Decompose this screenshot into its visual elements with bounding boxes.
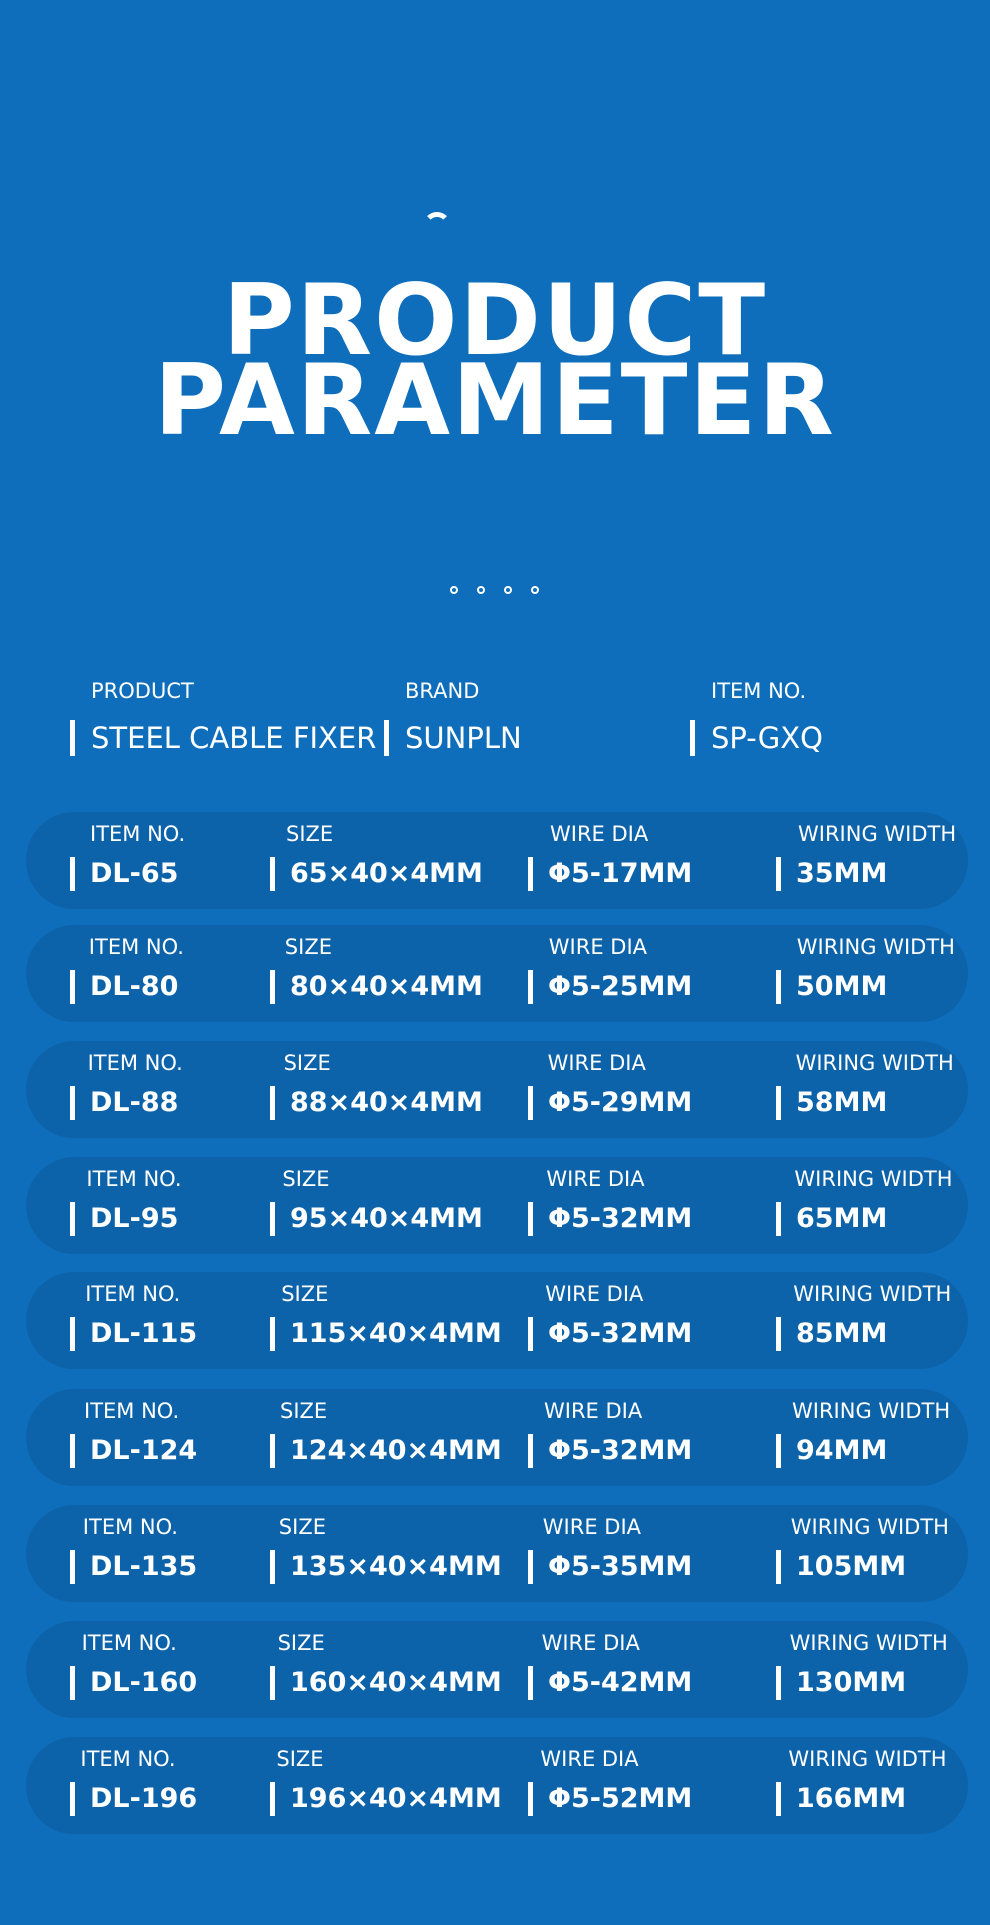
wire-dia-label-text: WIRE DIA [546, 1167, 645, 1191]
size-value: 135×40×4MM [270, 1550, 502, 1584]
wiring-width-label [798, 820, 956, 848]
size-label [281, 1280, 328, 1308]
size-value: 124×40×4MM [270, 1434, 502, 1468]
dots-decoration [450, 586, 539, 594]
size-label [285, 933, 332, 961]
size-label-text: SIZE [277, 1631, 325, 1655]
size-label-text: SIZE [282, 1167, 330, 1191]
item-no-value: DL-135 [70, 1550, 197, 1584]
size-label [286, 820, 333, 848]
size-label-text: SIZE [276, 1747, 324, 1771]
wiring-width-label-text: WIRING WIDTH [788, 1747, 947, 1771]
wire-dia-label-text: WIRE DIA [550, 822, 649, 846]
wiring-width-label-text: WIRING WIDTH [790, 1515, 949, 1539]
wire-dia-label [546, 1165, 644, 1193]
size-label [276, 1745, 323, 1773]
wire-dia-value: Φ5-35MM [528, 1550, 692, 1584]
size-value: 95×40×4MM [270, 1202, 483, 1236]
wire-dia-value: Φ5-32MM [528, 1317, 692, 1351]
table-row [26, 1621, 968, 1718]
item-no-value: DL-196 [70, 1782, 197, 1816]
info-value: STEEL CABLE FIXER [70, 720, 376, 756]
wiring-width-label-text: WIRING WIDTH [789, 1631, 948, 1655]
size-value: 88×40×4MM [270, 1086, 483, 1120]
item-no-label [90, 820, 185, 848]
item-no-value: DL-65 [70, 857, 178, 891]
dot-icon [477, 586, 485, 594]
wire-dia-value: Φ5-52MM [528, 1782, 692, 1816]
wiring-width-label [793, 1280, 951, 1308]
dot-icon [504, 586, 512, 594]
wire-dia-label [543, 1513, 641, 1541]
item-no-label-text: ITEM NO. [87, 1051, 183, 1075]
wire-dia-label [549, 933, 647, 961]
wiring-width-value: 58MM [776, 1086, 887, 1120]
size-label-text: SIZE [278, 1515, 326, 1539]
wire-dia-label [540, 1745, 638, 1773]
table-row [26, 925, 968, 1022]
wiring-width-value: 85MM [776, 1317, 887, 1351]
wiring-width-label-text: WIRING WIDTH [792, 1399, 951, 1423]
wiring-width-label [788, 1745, 946, 1773]
table-row [26, 1505, 968, 1602]
item-no-label [88, 1049, 183, 1077]
wire-dia-label [550, 820, 648, 848]
item-no-label [86, 1165, 181, 1193]
wiring-width-label [794, 1165, 952, 1193]
item-no-label-text: ITEM NO. [80, 1747, 176, 1771]
size-label-text: SIZE [284, 935, 332, 959]
size-label [284, 1049, 331, 1077]
item-no-label [82, 1629, 177, 1657]
table-row [26, 812, 968, 909]
wire-dia-label-text: WIRE DIA [545, 1282, 644, 1306]
size-label-text: SIZE [281, 1282, 329, 1306]
wire-dia-label [548, 1049, 646, 1077]
item-no-label [80, 1745, 175, 1773]
item-no-value: DL-80 [70, 970, 178, 1004]
item-no-label [83, 1513, 178, 1541]
wire-dia-label-text: WIRE DIA [544, 1399, 643, 1423]
wire-dia-value: Φ5-17MM [528, 857, 692, 891]
size-label [282, 1165, 329, 1193]
table-row [26, 1041, 968, 1138]
item-no-label [84, 1397, 179, 1425]
table-row [26, 1157, 968, 1254]
size-label-text: SIZE [280, 1399, 328, 1423]
info-label: BRAND [405, 679, 480, 703]
size-value: 160×40×4MM [270, 1666, 502, 1700]
wire-dia-label-text: WIRE DIA [542, 1515, 642, 1539]
arc-decoration-icon [423, 212, 451, 240]
info-brand [384, 676, 522, 756]
wiring-width-value: 105MM [776, 1550, 906, 1584]
size-label [278, 1629, 325, 1657]
wire-dia-value: Φ5-42MM [528, 1666, 692, 1700]
item-no-label-text: ITEM NO. [90, 822, 186, 846]
info-value: SUNPLN [384, 720, 522, 756]
wiring-width-label-text: WIRING WIDTH [798, 822, 957, 846]
wiring-width-label-text: WIRING WIDTH [795, 1051, 954, 1075]
wire-dia-value: Φ5-29MM [528, 1086, 692, 1120]
item-no-value: DL-95 [70, 1202, 178, 1236]
wire-dia-label [545, 1280, 643, 1308]
dot-icon [531, 586, 539, 594]
wire-dia-label [544, 1397, 642, 1425]
dot-icon [450, 586, 458, 594]
wiring-width-label-text: WIRING WIDTH [794, 1167, 953, 1191]
item-no-label-text: ITEM NO. [82, 1515, 178, 1539]
table-row [26, 1737, 968, 1834]
wire-dia-label-text: WIRE DIA [547, 1051, 646, 1075]
item-no-label-text: ITEM NO. [84, 1399, 180, 1423]
item-no-label [85, 1280, 180, 1308]
size-value: 115×40×4MM [270, 1317, 502, 1351]
size-value: 65×40×4MM [270, 857, 483, 891]
item-no-value: DL-88 [70, 1086, 178, 1120]
wire-dia-value: Φ5-32MM [528, 1202, 692, 1236]
wire-dia-label-text: WIRE DIA [540, 1747, 639, 1771]
item-no-value: DL-160 [70, 1666, 197, 1700]
wire-dia-value: Φ5-25MM [528, 970, 692, 1004]
info-product [70, 676, 376, 756]
wiring-width-label [792, 1397, 950, 1425]
info-label: PRODUCT [91, 679, 194, 703]
wire-dia-label [542, 1629, 640, 1657]
wiring-width-label [796, 1049, 954, 1077]
wiring-width-value: 35MM [776, 857, 887, 891]
wiring-width-label [790, 1629, 948, 1657]
page-title-line1: PRODUCT [222, 264, 768, 378]
size-value: 80×40×4MM [270, 970, 483, 1004]
page-title-line2: PARAMETER [154, 344, 836, 458]
item-no-label-text: ITEM NO. [88, 935, 184, 959]
wiring-width-label-text: WIRING WIDTH [796, 935, 955, 959]
info-value: SP-GXQ [690, 720, 823, 756]
wiring-width-label [791, 1513, 949, 1541]
info-label: ITEM NO. [711, 679, 807, 703]
wire-dia-label-text: WIRE DIA [541, 1631, 640, 1655]
wiring-width-value: 94MM [776, 1434, 887, 1468]
size-label-text: SIZE [286, 822, 334, 846]
table-row [26, 1272, 968, 1369]
wiring-width-value: 166MM [776, 1782, 906, 1816]
item-no-label-text: ITEM NO. [86, 1167, 182, 1191]
item-no-label-text: ITEM NO. [85, 1282, 181, 1306]
size-value: 196×40×4MM [270, 1782, 502, 1816]
item-no-value: DL-115 [70, 1317, 197, 1351]
wiring-width-label-text: WIRING WIDTH [793, 1282, 952, 1306]
wiring-width-value: 130MM [776, 1666, 906, 1700]
wiring-width-value: 65MM [776, 1202, 887, 1236]
item-no-label [89, 933, 184, 961]
info-item-no [690, 676, 823, 756]
wire-dia-label-text: WIRE DIA [548, 935, 648, 959]
wire-dia-value: Φ5-32MM [528, 1434, 692, 1468]
wiring-width-label [797, 933, 955, 961]
wiring-width-value: 50MM [776, 970, 887, 1004]
size-label-text: SIZE [283, 1051, 331, 1075]
item-no-label-text: ITEM NO. [81, 1631, 177, 1655]
table-row [26, 1389, 968, 1486]
size-label [279, 1513, 326, 1541]
item-no-value: DL-124 [70, 1434, 197, 1468]
size-label [280, 1397, 327, 1425]
